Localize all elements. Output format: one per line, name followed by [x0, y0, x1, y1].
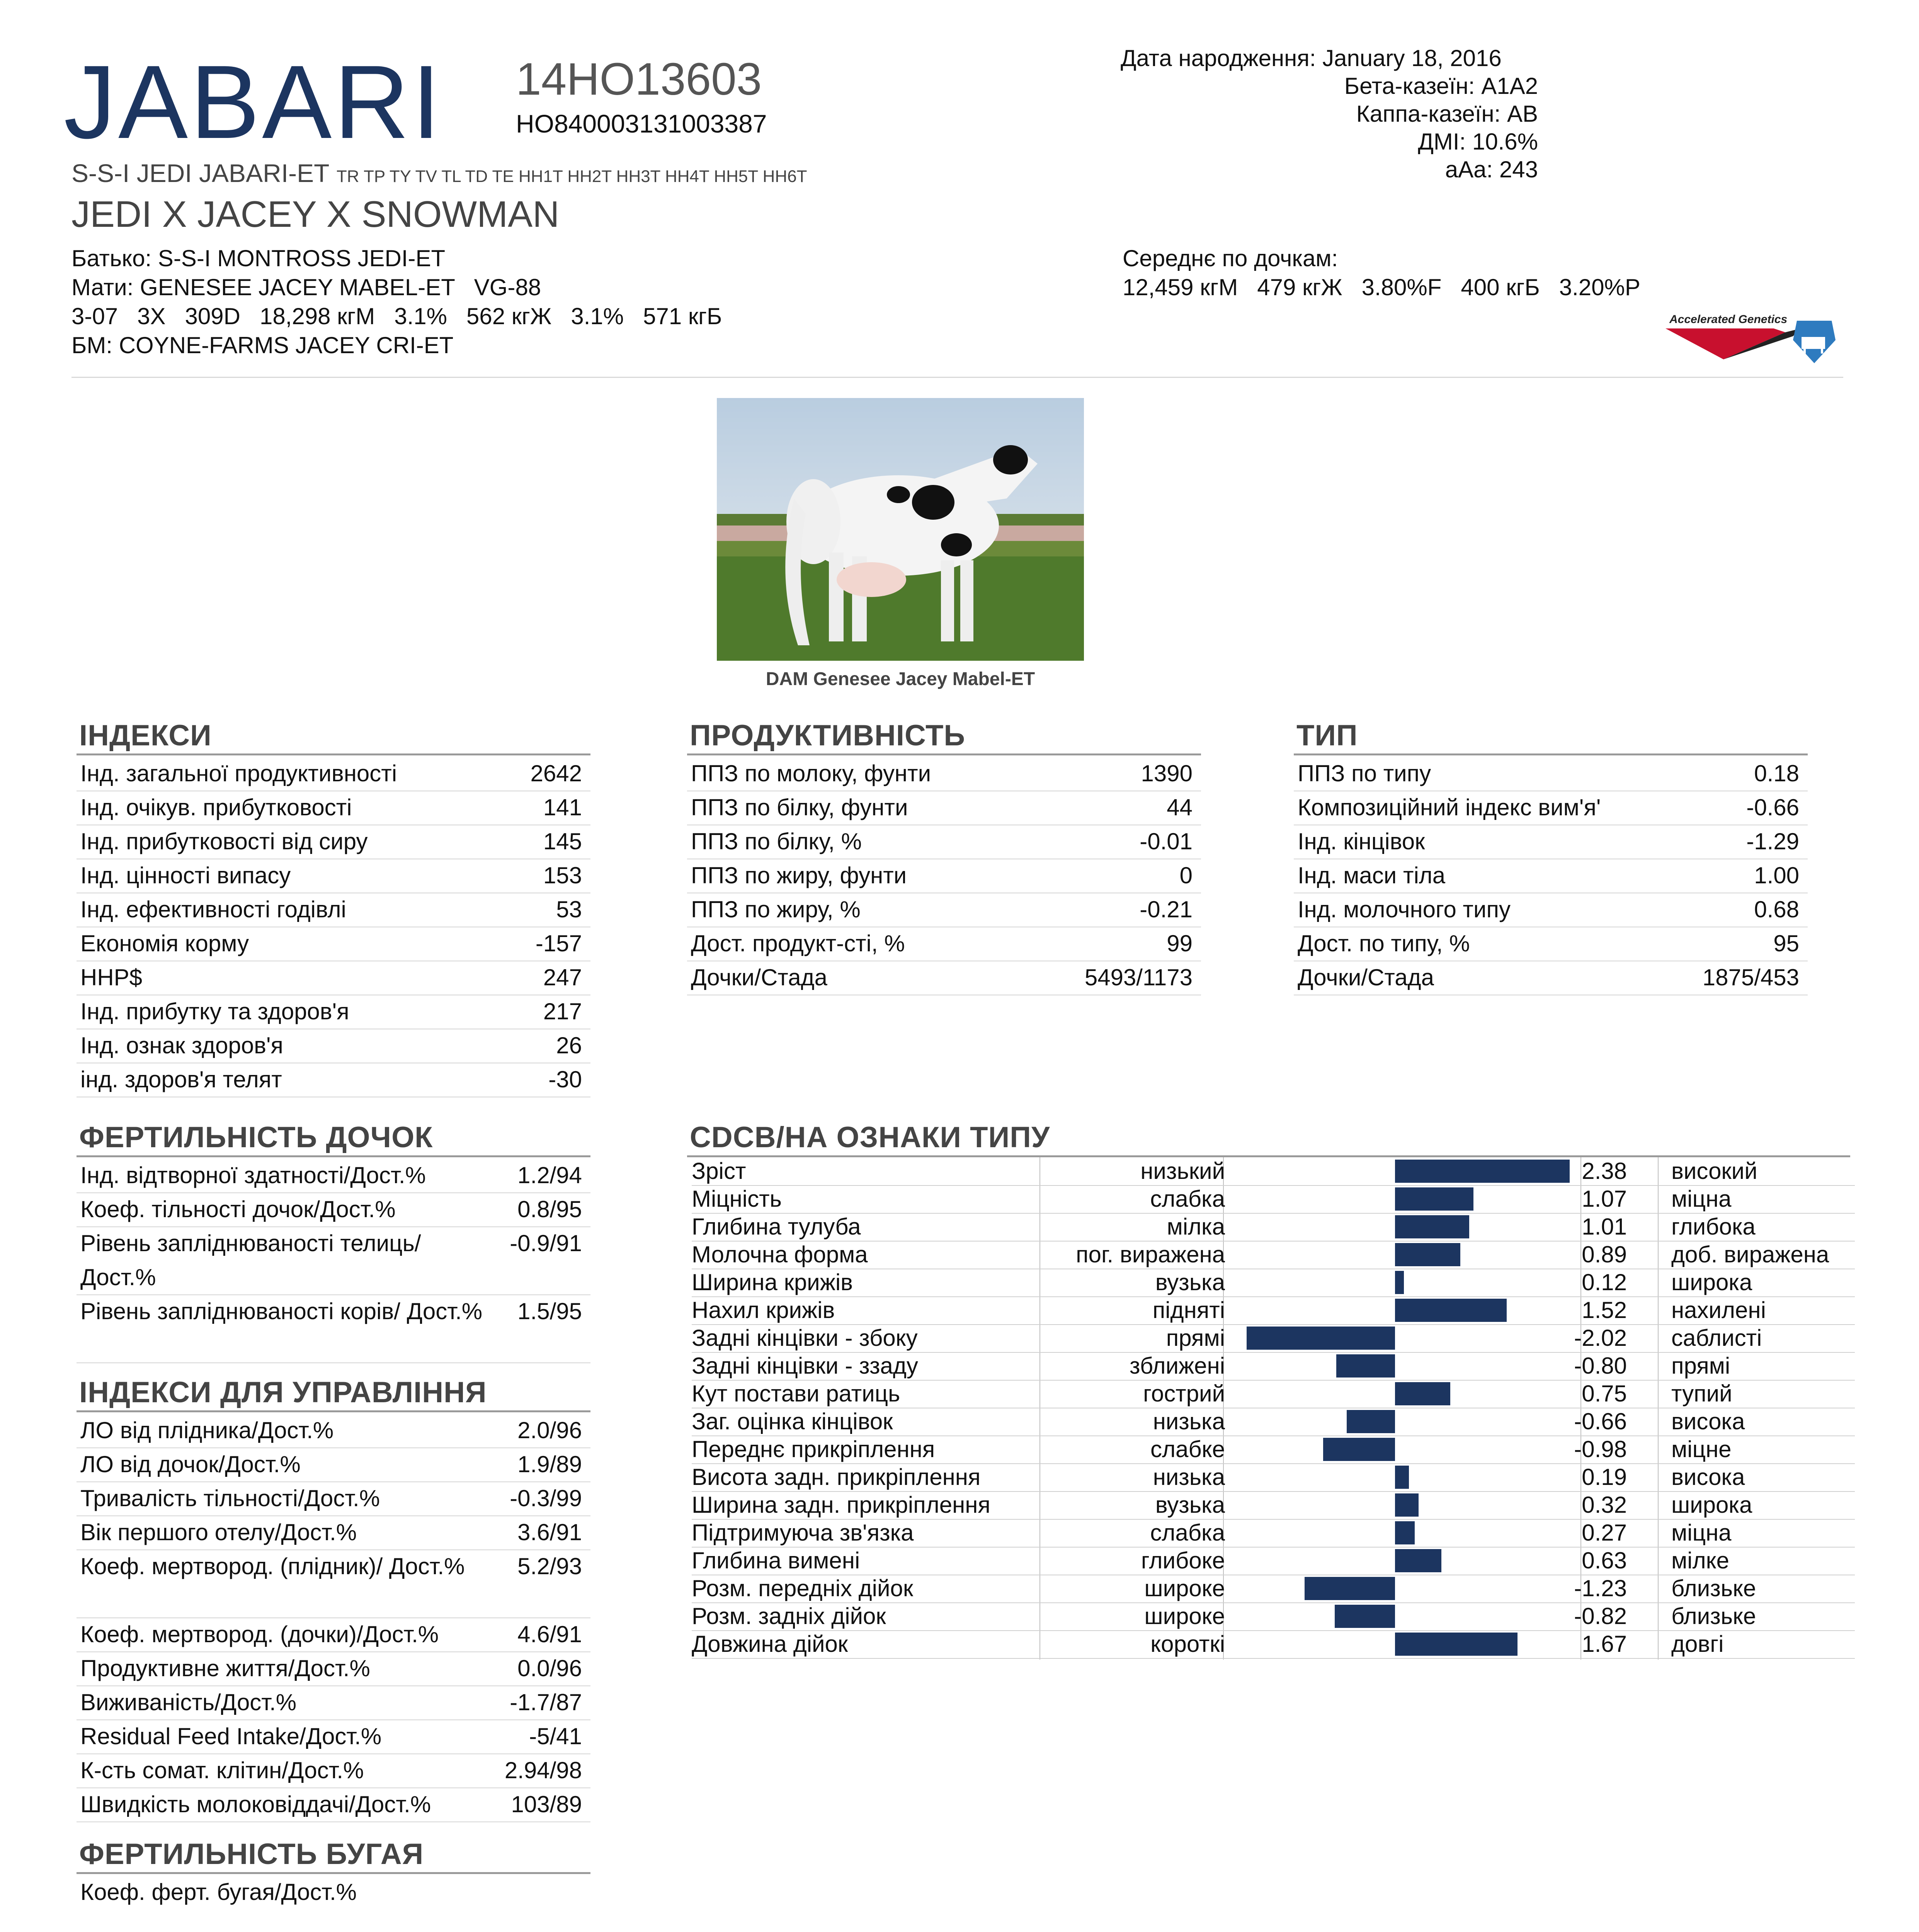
- indexes-title: ІНДЕКСИ: [79, 719, 212, 752]
- trait-name: Міцність: [692, 1186, 782, 1212]
- dmi: ДМІ: 10.6%: [1418, 129, 1538, 155]
- type-label: Інд. молочного типу: [1298, 896, 1511, 922]
- trait-bar: [1395, 1493, 1419, 1517]
- bull-fertility-title: ФЕРТИЛЬНІСТЬ БУГАЯ: [79, 1838, 424, 1871]
- index-row: [77, 757, 590, 791]
- dam: Мати: GENESEE JACEY MABEL-ET VG-88: [71, 274, 541, 300]
- trait-low: мілка: [1167, 1214, 1225, 1240]
- production-row: [687, 757, 1201, 791]
- trait-value: 2.38: [1582, 1158, 1627, 1184]
- production-value: 0: [1179, 862, 1193, 888]
- management-label: К-сть сомат. клітин/Дост.%: [80, 1757, 364, 1783]
- type-trait-row: [692, 1185, 1855, 1214]
- management-row: [77, 1753, 590, 1788]
- trait-high: широка: [1671, 1492, 1752, 1518]
- trait-value: 0.12: [1582, 1269, 1627, 1295]
- trait-low: низька: [1153, 1464, 1225, 1490]
- type-trait-row: [692, 1491, 1855, 1520]
- index-row: [77, 791, 590, 825]
- type-trait-row: [692, 1241, 1855, 1269]
- type-value: 95: [1773, 930, 1799, 956]
- trait-high: доб. виражена: [1671, 1242, 1829, 1267]
- index-label: HHP$: [80, 964, 143, 990]
- management-underline: [77, 1410, 590, 1412]
- fertility-label: Коеф. тільності дочок/Дост.%: [80, 1196, 396, 1222]
- trait-high: близьке: [1671, 1603, 1756, 1629]
- trait-bar: [1395, 1466, 1409, 1489]
- management-value: -1.7/87: [510, 1689, 582, 1715]
- cow-badge-icon: [1789, 317, 1839, 367]
- production-label: ППЗ по молоку, фунти: [691, 760, 931, 786]
- trait-high: мілке: [1671, 1548, 1729, 1573]
- trait-high: міцна: [1671, 1520, 1732, 1546]
- trait-bar: [1335, 1605, 1395, 1628]
- trait-high: міцне: [1671, 1436, 1732, 1462]
- type-title: ТИП: [1296, 719, 1358, 752]
- type-trait-row: [692, 1296, 1855, 1325]
- production-row: [687, 859, 1201, 893]
- daughter-average-label: Середнє по дочкам:: [1123, 245, 1338, 271]
- trait-name: Ширина крижів: [692, 1269, 853, 1295]
- management-value: 4.6/91: [517, 1621, 582, 1647]
- trait-name: Переднє прикріплення: [692, 1436, 935, 1462]
- trait-low: вузька: [1155, 1269, 1225, 1295]
- trait-value: -2.02: [1574, 1325, 1627, 1351]
- type-row: [1294, 757, 1808, 791]
- fertility-value: 1.5/95: [517, 1298, 582, 1324]
- fertility-value: -0.9/91: [510, 1230, 582, 1256]
- management-value: -5/41: [529, 1723, 582, 1749]
- index-label: Інд. прибутку та здоров'я: [80, 998, 349, 1024]
- bull-details: [1121, 44, 1538, 184]
- production-title: ПРОДУКТИВНІСТЬ: [690, 719, 966, 752]
- trait-value: 1.67: [1582, 1631, 1627, 1657]
- dam-photo: [717, 398, 1084, 661]
- registration-number: HO840003131003387: [516, 109, 767, 138]
- management-value: 2.94/98: [504, 1757, 582, 1783]
- trait-bar: [1347, 1410, 1395, 1433]
- trait-value: 0.75: [1582, 1381, 1627, 1406]
- beta-casein: Бета-казеїн: A1A2: [1344, 73, 1538, 99]
- trait-low: прямі: [1166, 1325, 1225, 1351]
- type-row: [1294, 893, 1808, 927]
- trait-low: слабке: [1150, 1436, 1225, 1462]
- type-trait-row: [692, 1602, 1855, 1631]
- index-label: Економія корму: [80, 930, 249, 956]
- type-label: Дочки/Стада: [1298, 964, 1434, 990]
- trait-low: зближені: [1129, 1353, 1225, 1379]
- fertility-label: Рівень запліднюваності корів/ Дост.%: [80, 1298, 483, 1324]
- type-label: Інд. кінцівок: [1298, 828, 1425, 854]
- accelerated-genetics-logo: [1658, 309, 1836, 363]
- production-label: Дочки/Стада: [691, 964, 827, 990]
- production-value: -0.21: [1140, 896, 1193, 922]
- type-value: -0.66: [1746, 794, 1799, 820]
- trait-name: Глибина вимені: [692, 1548, 860, 1573]
- type-value: 1875/453: [1702, 964, 1799, 990]
- trait-bar: [1395, 1215, 1469, 1238]
- trait-high: висока: [1671, 1408, 1745, 1434]
- management-value: 1.9/89: [517, 1451, 582, 1477]
- trait-bar: [1305, 1577, 1395, 1600]
- production-row: [687, 825, 1201, 859]
- bull-code: 14HO13603: [516, 54, 762, 105]
- bull-fertility-underline: [77, 1872, 590, 1874]
- logo-text: Accelerated Genetics: [1669, 313, 1788, 326]
- production-row: [687, 961, 1201, 995]
- trait-value: 1.52: [1582, 1297, 1627, 1323]
- trait-low: підняті: [1152, 1297, 1225, 1323]
- index-label: інд. здоров'я телят: [80, 1066, 282, 1092]
- type-title-underline: [1294, 753, 1808, 755]
- index-value: 145: [543, 828, 582, 854]
- management-title: ІНДЕКСИ ДЛЯ УПРАВЛІННЯ: [79, 1376, 487, 1409]
- trait-high: нахилені: [1671, 1297, 1766, 1323]
- type-label: ППЗ по типу: [1298, 760, 1431, 786]
- type-trait-row: [692, 1435, 1855, 1464]
- trait-bar: [1395, 1382, 1450, 1405]
- management-label: ЛО від дочок/Дост.%: [80, 1451, 301, 1477]
- trait-name: Задні кінцівки - ззаду: [692, 1353, 918, 1379]
- management-label: Коеф. мертвород. (дочки)/Дост.%: [80, 1621, 439, 1647]
- trait-name: Нахил крижів: [692, 1297, 835, 1323]
- cow-photo-icon: [717, 398, 1084, 661]
- trait-low: глибоке: [1141, 1548, 1225, 1573]
- type-trait-row: [692, 1157, 1855, 1186]
- index-value: 53: [556, 896, 582, 922]
- trait-low: широке: [1144, 1575, 1225, 1601]
- pedigree: JEDI X JACEY X SNOWMAN: [71, 194, 560, 235]
- bull-fertility-label: Коеф. ферт. бугая/Дост.%: [80, 1879, 357, 1905]
- production-row: [687, 927, 1201, 961]
- trait-value: 1.07: [1582, 1186, 1627, 1212]
- trait-low: широке: [1144, 1603, 1225, 1629]
- management-row: [77, 1719, 590, 1754]
- type-value: 0.18: [1754, 760, 1799, 786]
- trait-value: 0.19: [1582, 1464, 1627, 1490]
- management-value: -0.3/99: [510, 1485, 582, 1511]
- type-traits-title: CDCB/НА ОЗНАКИ ТИПУ: [690, 1121, 1050, 1154]
- management-label: Виживаність/Дост.%: [80, 1689, 297, 1715]
- management-label: Продуктивне життя/Дост.%: [80, 1655, 370, 1681]
- indexes-title-underline: [77, 753, 590, 755]
- trait-bar: [1395, 1160, 1570, 1183]
- type-trait-row: [692, 1324, 1855, 1353]
- trait-value: 0.27: [1582, 1520, 1627, 1546]
- trait-low: низька: [1153, 1408, 1225, 1434]
- type-trait-row: [692, 1408, 1855, 1436]
- trait-name: Ширина задн. прикріплення: [692, 1492, 990, 1518]
- index-value: -157: [535, 930, 582, 956]
- trait-value: -0.80: [1574, 1353, 1627, 1379]
- production-value: 5493/1173: [1084, 964, 1193, 990]
- management-label: Тривалість тільності/Дост.%: [80, 1485, 380, 1511]
- index-row: [77, 893, 590, 927]
- trait-bar: [1395, 1187, 1473, 1211]
- management-row: [77, 1549, 590, 1618]
- type-value: -1.29: [1746, 828, 1799, 854]
- management-value: 0.0/96: [517, 1655, 582, 1681]
- trait-name: Задні кінцівки - збоку: [692, 1325, 918, 1351]
- management-label: Швидкість молоковіддачі/Дост.%: [80, 1791, 431, 1817]
- logo-swoosh-icon: [1666, 328, 1805, 363]
- trait-low: короткі: [1150, 1631, 1225, 1657]
- birth-date: Дата народження: January 18, 2016: [1121, 45, 1502, 71]
- photo-caption: DAM Genesee Jacey Mabel-ET: [766, 669, 1035, 689]
- trait-name: Розм. передніх дійок: [692, 1575, 914, 1601]
- production-row: [687, 791, 1201, 825]
- trait-value: -0.82: [1574, 1603, 1627, 1629]
- production-label: ППЗ по жиру, %: [691, 896, 861, 922]
- index-value: 2642: [530, 760, 582, 786]
- daughter-fertility-title: ФЕРТИЛЬНІСТЬ ДОЧОК: [79, 1121, 433, 1154]
- type-trait-row: [692, 1575, 1855, 1603]
- trait-bar: [1395, 1633, 1518, 1656]
- daughter-average: 12,459 кгМ 479 кгЖ 3.80%F 400 кгБ 3.20%P: [1123, 274, 1640, 300]
- trait-high: близьке: [1671, 1575, 1756, 1601]
- trait-high: високий: [1671, 1158, 1757, 1184]
- daughter-fertility-underline: [77, 1155, 590, 1157]
- index-value: 217: [543, 998, 582, 1024]
- type-trait-row: [692, 1213, 1855, 1242]
- production-value: 44: [1167, 794, 1193, 820]
- trait-low: вузька: [1155, 1492, 1225, 1518]
- fertility-row: [77, 1226, 590, 1295]
- index-value: 26: [556, 1032, 582, 1058]
- trait-high: саблисті: [1671, 1325, 1762, 1351]
- type-trait-row: [692, 1269, 1855, 1297]
- type-value: 0.68: [1754, 896, 1799, 922]
- trait-bar: [1395, 1521, 1415, 1544]
- production-label: Дост. продукт-сті, %: [691, 930, 905, 956]
- management-row: [77, 1481, 590, 1516]
- index-value: 153: [543, 862, 582, 888]
- management-row: [77, 1617, 590, 1652]
- trait-name: Глибина тулуба: [692, 1214, 861, 1240]
- type-trait-row: [692, 1630, 1855, 1659]
- index-row: [77, 961, 590, 995]
- type-row: [1294, 825, 1808, 859]
- index-row: [77, 1029, 590, 1063]
- trait-name: Зріст: [692, 1158, 746, 1184]
- fertility-value: 1.2/94: [517, 1162, 582, 1188]
- management-row: [77, 1515, 590, 1550]
- trait-value: -0.98: [1574, 1436, 1627, 1462]
- production-label: ППЗ по жиру, фунти: [691, 862, 907, 888]
- trait-bar: [1395, 1549, 1441, 1572]
- management-value: 2.0/96: [517, 1417, 582, 1443]
- type-trait-row: [692, 1463, 1855, 1492]
- aaa: aAa: 243: [1445, 156, 1538, 182]
- index-label: Інд. ефективності годівлі: [80, 896, 346, 922]
- index-value: 247: [543, 964, 582, 990]
- trait-name: Висота задн. прикріплення: [692, 1464, 981, 1490]
- trait-low: гострий: [1143, 1381, 1225, 1406]
- management-value: 103/89: [511, 1791, 582, 1817]
- management-value: 3.6/91: [517, 1519, 582, 1545]
- trait-value: -0.66: [1574, 1408, 1627, 1434]
- index-label: Інд. цінності випасу: [80, 862, 291, 888]
- trait-low: слабка: [1150, 1520, 1225, 1546]
- trait-name: Заг. оцінка кінцівок: [692, 1408, 893, 1434]
- index-label: Інд. очікув. прибутковості: [80, 794, 352, 820]
- index-row: [77, 995, 590, 1029]
- type-row: [1294, 961, 1808, 995]
- production-row: [687, 893, 1201, 927]
- fertility-label: Інд. відтворної здатності/Дост.%: [80, 1162, 426, 1188]
- production-title-underline: [687, 753, 1201, 755]
- trait-value: 0.32: [1582, 1492, 1627, 1518]
- management-label: Residual Feed Intake/Дост.%: [80, 1723, 382, 1749]
- type-trait-row: [692, 1352, 1855, 1381]
- sire: Батько: S-S-I MONTROSS JEDI-ET: [71, 245, 446, 271]
- trait-name: Довжина дійок: [692, 1631, 848, 1657]
- trait-low: низький: [1140, 1158, 1225, 1184]
- management-value: 5.2/93: [517, 1553, 582, 1579]
- index-label: Інд. ознак здоров'я: [80, 1032, 283, 1058]
- management-row: [77, 1685, 590, 1720]
- trait-high: довгі: [1671, 1631, 1724, 1657]
- trait-high: прямі: [1671, 1353, 1730, 1379]
- trait-value: -1.23: [1574, 1575, 1627, 1601]
- production-value: 99: [1167, 930, 1193, 956]
- production-value: 1390: [1141, 760, 1193, 786]
- fertility-row: [77, 1192, 590, 1227]
- trait-value: 1.01: [1582, 1214, 1627, 1240]
- trait-high: глибока: [1671, 1214, 1756, 1240]
- trait-name: Кут постави ратиць: [692, 1381, 900, 1406]
- type-trait-row: [692, 1380, 1855, 1408]
- trait-name: Молочна форма: [692, 1242, 868, 1267]
- bull-fertility-row: [77, 1875, 590, 1909]
- type-row: [1294, 927, 1808, 961]
- trait-bar: [1395, 1243, 1460, 1266]
- index-label: Інд. загальної продуктивності: [80, 760, 397, 786]
- trait-high: міцна: [1671, 1186, 1732, 1212]
- maternal-grandsire: БМ: COYNE-FARMS JACEY CRI-ET: [71, 332, 454, 358]
- trait-bar: [1395, 1299, 1507, 1322]
- trait-bar: [1323, 1438, 1395, 1461]
- fertility-label: Рівень запліднюваності телиць/ Дост.%: [80, 1230, 421, 1290]
- registered-name: [71, 158, 807, 188]
- trait-high: тупий: [1671, 1381, 1732, 1406]
- trait-name: Підтримуюча зв'язка: [692, 1520, 914, 1546]
- management-label: ЛО від плідника/Дост.%: [80, 1417, 334, 1443]
- trait-high: широка: [1671, 1269, 1752, 1295]
- type-trait-row: [692, 1519, 1855, 1548]
- fertility-value: 0.8/95: [517, 1196, 582, 1222]
- index-label: Інд. прибутковості від сиру: [80, 828, 368, 854]
- type-label: Дост. по типу, %: [1298, 930, 1470, 956]
- trait-bar: [1336, 1354, 1395, 1378]
- index-value: -30: [548, 1066, 582, 1092]
- trait-low: пог. виражена: [1076, 1242, 1225, 1267]
- haplotypes: TR TP TY TV TL TD TE HH1T HH2T HH3T HH4T HH5T HH6T: [336, 167, 807, 186]
- bull-name: JABARI: [64, 44, 443, 160]
- index-row: [77, 825, 590, 859]
- trait-value: 0.89: [1582, 1242, 1627, 1267]
- fertility-row: [77, 1158, 590, 1193]
- index-row: [77, 1063, 590, 1097]
- index-row: [77, 859, 590, 893]
- production-label: ППЗ по білку, %: [691, 828, 862, 854]
- management-row: [77, 1787, 590, 1822]
- management-row: [77, 1413, 590, 1448]
- type-value: 1.00: [1754, 862, 1799, 888]
- index-value: 141: [543, 794, 582, 820]
- fertility-row: [77, 1294, 590, 1363]
- type-label: Композиційний індекс вим'я': [1298, 794, 1601, 820]
- full-name: S-S-I JEDI JABARI-ET: [71, 159, 330, 187]
- type-trait-row: [692, 1547, 1855, 1575]
- header-divider: [71, 377, 1843, 378]
- trait-bar: [1395, 1271, 1404, 1294]
- type-row: [1294, 791, 1808, 825]
- management-row: [77, 1447, 590, 1482]
- trait-name: Розм. задніх дійок: [692, 1603, 886, 1629]
- trait-value: 0.63: [1582, 1548, 1627, 1573]
- dam-record: 3-07 3X 309D 18,298 кгМ 3.1% 562 кгЖ 3.1% 571 кгБ: [71, 303, 722, 329]
- trait-high: висока: [1671, 1464, 1745, 1490]
- type-row: [1294, 859, 1808, 893]
- management-row: [77, 1651, 590, 1686]
- production-value: -0.01: [1140, 828, 1193, 854]
- trait-low: слабка: [1150, 1186, 1225, 1212]
- management-label: Коеф. мертвород. (плідник)/ Дост.%: [80, 1553, 465, 1579]
- index-row: [77, 927, 590, 961]
- kappa-casein: Каппа-казеїн: AB: [1356, 101, 1538, 127]
- trait-bar: [1247, 1327, 1395, 1350]
- type-label: Інд. маси тіла: [1298, 862, 1446, 888]
- management-label: Вік першого отелу/Дост.%: [80, 1519, 357, 1545]
- production-label: ППЗ по білку, фунти: [691, 794, 908, 820]
